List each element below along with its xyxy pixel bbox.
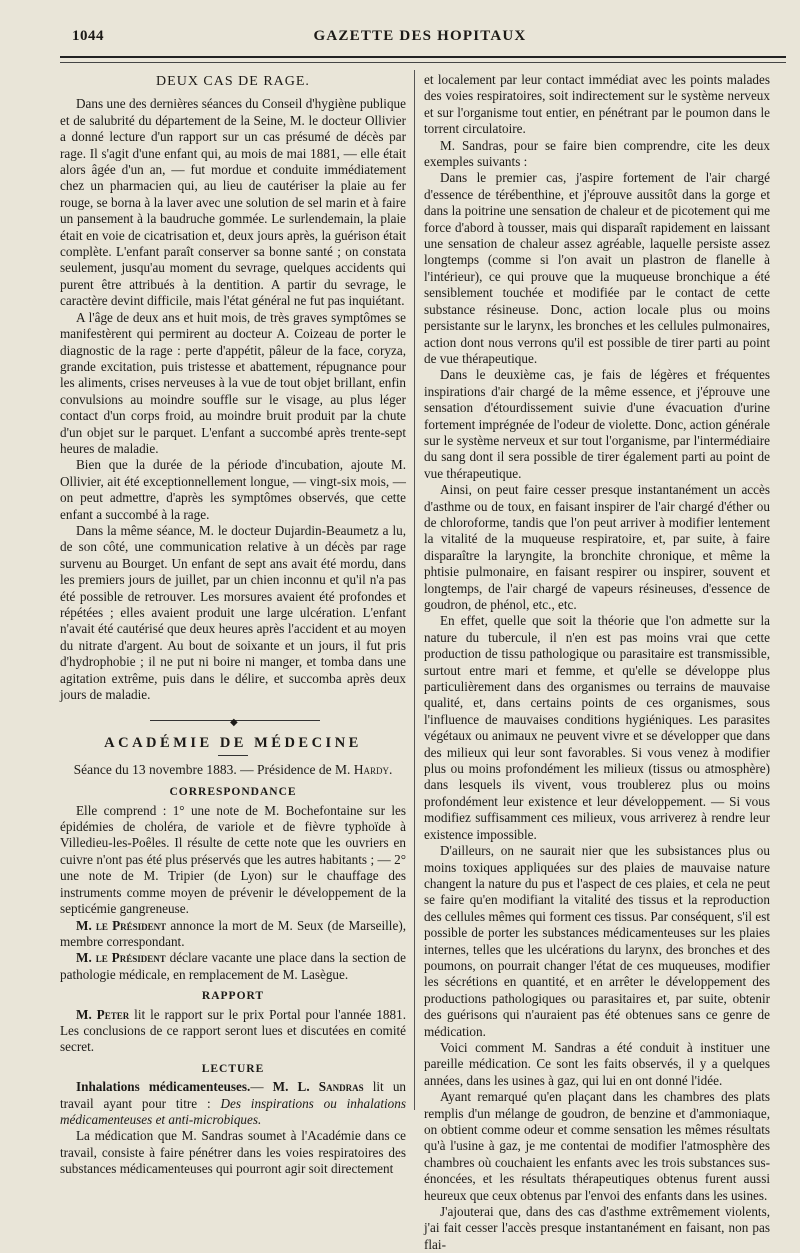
paragraph: Dans une des dernières séances du Conseil d'hygiène publique et de salubrité du département de la Seine, M. le docteur Ollivier a donné lecture d'un rapport sur un cas présumé de décès par rage. Il s'agit d'une enfant qui, au mois de mai 1881, — elle était alors âgée d'un an, — fut mordue et conduite immédiatement chez un pharmacien qui, au lieu de cautériser la plaie au fer rouge, se borna à la laver avec une solution de sel marin et à faire un pansement à la baudruche gommée. Le surlendemain, la plaie était en voie de cicatrisation et, deux jours après, la guérison était complète. L'enfant paraît conserver sa bonne santé ; on constata seulement, jusqu'au moment du sevrage, quelques accidents qui purent être attribués à la dentition. A partir du sevrage, le caractère devint difficile, mais l'état général ne fut pas inquiétant. [60, 96, 406, 309]
correspondance-heading: CORRESPONDANCE [169, 786, 297, 799]
header-rule-thin [60, 62, 786, 63]
speaker-label: M. le Président [76, 917, 167, 933]
paragraph-text: lit le rapport sur le prix Portal pour l'année 1881. Les conclusions de ce rapport seront lues et discutées en comité secret. [60, 1006, 407, 1055]
academie-title: ACADÉMIE DE MÉDECINE [104, 735, 362, 752]
left-column [60, 72, 406, 1178]
header-rule-thick [60, 56, 786, 58]
section-separator-ornament [60, 713, 406, 727]
paragraph: et localement par leur contact immédiat avec les points malades des voies respiratoires, soit indirectement sur le système nerveux et sur l'organisme tout entier, en pénétrant par le poumon dans le torrent circulatoire. [424, 72, 770, 137]
work-title: Des inspirations ou inhalations médicamenteuses et anti-microbiques. [60, 1095, 406, 1127]
speaker-label: M. L. Sandras [272, 1079, 364, 1095]
page-header [60, 28, 780, 50]
lecture-heading: LECTURE [201, 1062, 265, 1075]
article-title: Inhalations médicamenteuses. [76, 1079, 251, 1095]
paragraph-text: lit un travail ayant pour titre : [60, 1079, 407, 1111]
speaker-label: M. le Président [76, 950, 166, 966]
paragraph: La médication que M. Sandras soumet à l'Académie dans ce travail, consiste à faire pénétrer dans les voies respiratoires des substances médicamenteuses qui pourront agir soit directement [60, 1128, 406, 1177]
paragraph: Bien que la durée de la période d'incubation, ajoute M. Ollivier, ait été exceptionnellement longue, — vingt-six mois, — on peut admettre, d'après les symptômes observés, que cette enfant a succombé à la rage. [60, 457, 406, 522]
president-name: Hardy. [353, 761, 393, 777]
paragraph: M. Sandras, pour se faire bien comprendre, cite les deux exemples suivants : [424, 137, 770, 170]
paragraph-text: annonce la mort de M. Seux (de Marseille), membre correspondant. [60, 917, 407, 949]
paragraph: A l'âge de deux ans et huit mois, de très graves symptômes se manifestèrent qui permirent au docteur A. Coizeau de porter le diagnostic de la rage : perte d'appétit, pâleur de la face, coryza, grande excitation, puis tristesse et abattement, répugnance pour les aliments, crises nerveuses à la vue de tout objet brillant, enfin convulsions au moindre souffle sur le visage, au plus léger contact d'un corps froid, au moindre bruit produit par la chute d'un objet sur le parquet. L'enfant a succombé après trente-sept heures de maladie. [60, 309, 406, 456]
paragraph-text: déclare vacante une place dans la section de pathologie médicale, en remplacement de M. Lasègue. [60, 950, 406, 982]
paragraph: Dans le deuxième cas, je fais de légères et fréquentes inspirations d'air chargé de la même essence, et j'éprouve une sensation d'étourdissement suivie d'une évacuation d'urine fortement imprégnée de l'odeur de violette. Donc, action générale sur le système nerveux et sur tout l'organisme, par l'intermédiaire du sang dont il sera possible de tirer également parti au point de vue thérapeutique. [424, 367, 770, 481]
column-divider [414, 70, 415, 1110]
paragraph: Voici comment M. Sandras a été conduit à instituer une pareille médication. Ce sont les faits observés, il y a quelques années, dans les usines à gaz, qui lui en ont donné l'idée. [424, 1039, 770, 1088]
diamond-icon: ◆ [230, 717, 238, 729]
paragraph [60, 918, 406, 951]
paragraph: Elle comprend : 1° une note de M. Bochefontaine sur les épidémies de choléra, de variole et de fièvre typhoïde à Villedieu-les-Poêles. Il résulte de cette note que les ouvriers en cuivre n'ont pas été plus préservés que les autres habitants ; — 2° une note de M. Tripier (de Lyon) sur le chauffage des instruments comme moyen de prévenir le développement de la septicémie gangreneuse. [60, 802, 406, 917]
seance-text: Séance du 13 novembre 1883. — Présidence de M. [73, 761, 351, 777]
rapport-heading: RAPPORT [201, 990, 265, 1003]
seance-line [60, 762, 406, 778]
paragraph: D'ailleurs, on ne saurait nier que les subsistances plus ou moins toxiques appliquées sur des plaies de mauvaise nature changent la nature du pus et l'aspect de ces plaies, et cela ne peut se faire qu'en modifiant la vitalité des tissus et la reproduction des cellules mêmes qui forment ces tissus. Par conséquent, s'il est possible de porter les substances médicamenteuses sur les plaies internes, telles que les ulcérations du larynx, des bronches et des poumons, on pourrait changer l'état de ces muqueuses, modifier les sécrétions en quantité, et en arrêter le développement des productions pathologiques ou parasitaires et, par suite, obtenir des guérisons qui n'auraient pas été obtenues sans ce genre de médication. [424, 843, 770, 1039]
right-column [424, 72, 770, 1253]
paragraph: Dans le premier cas, j'aspire fortement de l'air chargé d'essence de térébenthine, et j'éprouve aussitôt dans la gorge et dans la poitrine une sensation de chaleur et de picotement qui me force d'abord à tousser, mais qui disparaît rapidement en laissant une sensation de chaleur assez agréable, laquelle persiste assez longtemps (comme si l'on avait un plastron de flanelle à l'intérieur), ce qui prouve que la muqueuse bronchique a été sensiblement touchée et modifiée par le contact de cette substance résineuse. Donc, action locale plus ou moins persistante sur le larynx, les bronches et les cellules pulmonaires, action dont nous verrons qu'il est possible de tirer parti au point de vue thérapeutique. [424, 170, 770, 366]
speaker-label: M. Peter [76, 1006, 130, 1022]
paragraph [60, 1079, 406, 1128]
section-title-rage: DEUX CAS DE RAGE. [156, 74, 310, 89]
paragraph: J'ajouterai que, dans des cas d'asthme extrêmement violents, j'ai fait cesser l'accès presque instantanément en faisant, non pas flai- [424, 1204, 770, 1252]
paragraph: Ayant remarqué qu'en plaçant dans les chambres des plats remplis d'un mélange de goudron, de benzine et d'ammoniaque, on obtient comme odeur et comme sensation les mêmes résultats qu'à l'usine à gaz, je me contentai de modifier l'atmosphère des chambres où couchaient les enfants avec les trois substances sus-énoncées, et les résultats thérapeutiques obtenus furent aussi heureux que ceux obtenus par l'envoi des enfants dans les usines. [424, 1089, 770, 1203]
paragraph [60, 950, 406, 983]
paragraph: Dans la même séance, M. le docteur Dujardin-Beaumetz a lu, de son côté, une communication relative à un décès par rage survenu au Bourget. Un enfant de sept ans avait été mordu, dans les premiers jours de juillet, par un chien inconnu et qu'il n'a pas été possible de retrouver. Les morsures avaient été profondes et répétées ; elles avaient produit une large ulcération. L'enfant n'avait été cautérisé que deux heures après l'accident et au moyen du nitrate d'argent. Au bout de soixante et un jours, il fut pris d'hydrophobie ; il ne put ni boire ni manger, et tomba dans une agitation extrême, puis dans le délire, et succomba après deux jours de maladie. [60, 522, 406, 703]
paragraph: Ainsi, on peut faire cesser presque instantanément un accès d'asthme ou de toux, en faisant inspirer de l'air chargé d'éther ou de chloroforme, tandis que l'on peut arriver à modifier lentement la vitalité de la muqueuse respiratoire, et, par suite, à faire disparaître la laryngite, la bronchite chronique, et même la phtisie pulmonaire, en faisant respirer ou inspirer, souvent et longtemps, de l'air chargé de vapeurs résineuses, d'essence de goudron, de phénol, etc., etc. [424, 482, 770, 612]
paragraph: En effet, quelle que soit la théorie que l'on admette sur la nature du tubercule, il n'en est pas moins vrai que cette production de tissu pathologique ou parasitaire est transmissible, surtout entre mari et femme, et qu'elle se développe plus particulièrement dans des organismes ou terrains de mauvaise qualité, et, dans certains points de ces organismes, sous l'influence de mauvaises conditions hygiéniques. Les parasites végétaux ou animaux ne peuvent vivre et se développer que dans des milieux qui leur sont favorables. Si vous venez à modifier plus ou moins profondément les milieux (tissus ou atmosphère) dans lesquels ils vivent, vous troublerez plus ou moins profondément leur existence et leur développement. — Si vous modifiez suffisamment ces milieux, vous arriverez à rendre leur existence impossible. [424, 613, 770, 842]
dash: — [250, 1079, 264, 1095]
journal-title: GAZETTE DES HOPITAUX [313, 28, 527, 44]
short-rule [218, 755, 248, 756]
page-number: 1044 [72, 28, 104, 44]
paragraph [60, 1007, 406, 1056]
